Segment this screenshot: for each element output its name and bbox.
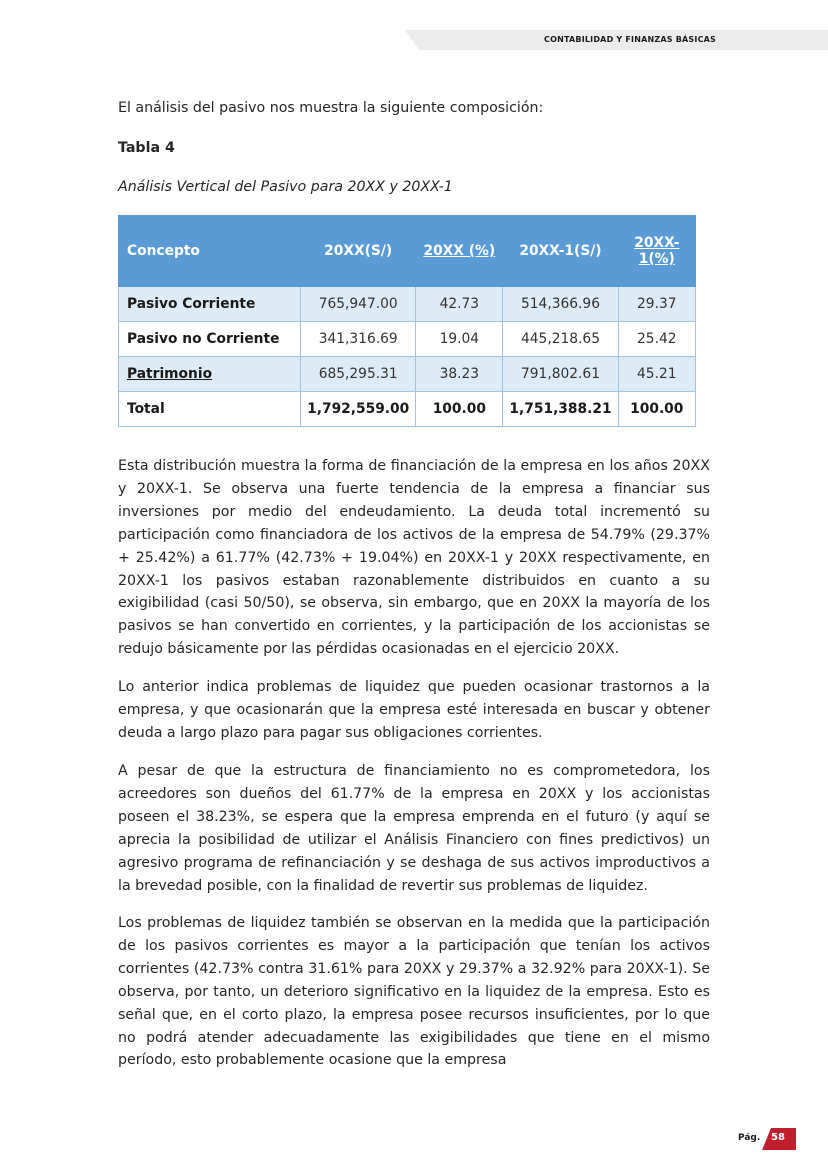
header-title: CONTABILIDAD Y FINANZAS BÁSICAS — [544, 35, 716, 44]
table-row — [119, 287, 696, 322]
row-concept: Total — [119, 392, 301, 427]
row-amount-previous: 791,802.61 — [503, 357, 618, 392]
row-amount-previous: 1,751,388.21 — [503, 392, 618, 427]
paragraph: Esta distribución muestra la forma de financiación de la empresa en los años 20XX y 20XX-1. Se observa una fuerte tendencia de la empresa a financiar sus inversiones por medio del endeudamiento. La deuda total incrementó su participación como financiadora de los activos de la empresa de 54.79% (29.37% + 25.42%) a 61.77% (42.73% + 19.04%) en 20XX-1 y 20XX respectivamente, en 20XX-1 los pasivos estaban razonablemente distribuidos en cuanto a su exigibilidad (casi 50/50), se observa, sin embargo, que en 20XX la mayoría de los pasivos se han convertido en corrientes, y la participación de los accionistas se redujo básicamente por las pérdidas ocasionadas en el ejercicio 20XX. — [118, 458, 710, 658]
page-footer — [738, 1128, 798, 1150]
page-number: 58 — [771, 1132, 785, 1143]
row-amount-previous: 445,218.65 — [503, 322, 618, 357]
table-row — [119, 357, 696, 392]
table-row — [119, 322, 696, 357]
table-total-row — [119, 392, 696, 427]
table-caption: Análisis Vertical del Pasivo para 20XX y 20XX-1 — [118, 179, 453, 195]
liabilities-table — [118, 215, 696, 427]
row-amount-current: 341,316.69 — [301, 322, 416, 357]
row-percent-previous: 45.21 — [618, 357, 695, 392]
row-percent-current: 19.04 — [416, 322, 503, 357]
table-header-row — [119, 216, 696, 287]
row-amount-previous: 514,366.96 — [503, 287, 618, 322]
row-percent-previous: 29.37 — [618, 287, 695, 322]
header-percent-previous: 20XX-1(%) — [618, 216, 695, 287]
header-concept: Concepto — [119, 216, 301, 287]
page-label: Pág. — [738, 1133, 761, 1143]
header-percent-current: 20XX (%) — [416, 216, 503, 287]
row-amount-current: 685,295.31 — [301, 357, 416, 392]
intro-text: El análisis del pasivo nos muestra la siguiente composición: — [118, 100, 544, 116]
row-percent-previous: 100.00 — [618, 392, 695, 427]
table-label: Tabla 4 — [118, 140, 175, 156]
row-amount-current: 1,792,559.00 — [301, 392, 416, 427]
paragraph: Los problemas de liquidez también se observan en la medida que la participación de los pasivos corrientes es mayor a la participación que tenían los activos corrientes (42.73% contra 31.61% para 20XX y 29.37% a 32.92% para 20XX-1). Se observa, por tanto, un deterioro significativo en la liquidez de la empresa. Esto es señal que, en el corto plazo, la empresa posee recursos insuficientes, por lo que no podrá atender adecuadamente las exigibilidades que tiene en el mismo período, esto probablemente ocasione que la empresa — [118, 915, 710, 1069]
row-percent-current: 100.00 — [416, 392, 503, 427]
paragraph: Lo anterior indica problemas de liquidez que pueden ocasionar trastornos a la empresa, y que ocasionarán que la empresa esté interesada en buscar y obtener deuda a largo plazo para pagar sus obligaciones corrientes. — [118, 679, 710, 741]
header-amount-previous: 20XX-1(S/) — [503, 216, 618, 287]
row-concept: Pasivo Corriente — [119, 287, 301, 322]
header-amount-current: 20XX(S/) — [301, 216, 416, 287]
row-concept: Patrimonio — [119, 357, 301, 392]
row-percent-current: 42.73 — [416, 287, 503, 322]
paragraph: A pesar de que la estructura de financiamiento no es comprometedora, los acreedores son dueños del 61.77% de la empresa en 20XX y los accionistas poseen el 38.23%, se espera que la empresa emprenda en el futuro (y aquí se aprecia la posibilidad de utilizar el Análisis Financiero con fines predictivos) un agresivo programa de refinanciación y se deshaga de sus activos improductivos a la brevedad posible, con la finalidad de revertir sus problemas de liquidez. — [118, 763, 710, 894]
row-concept: Pasivo no Corriente — [119, 322, 301, 357]
row-percent-current: 38.23 — [416, 357, 503, 392]
row-amount-current: 765,947.00 — [301, 287, 416, 322]
row-percent-previous: 25.42 — [618, 322, 695, 357]
